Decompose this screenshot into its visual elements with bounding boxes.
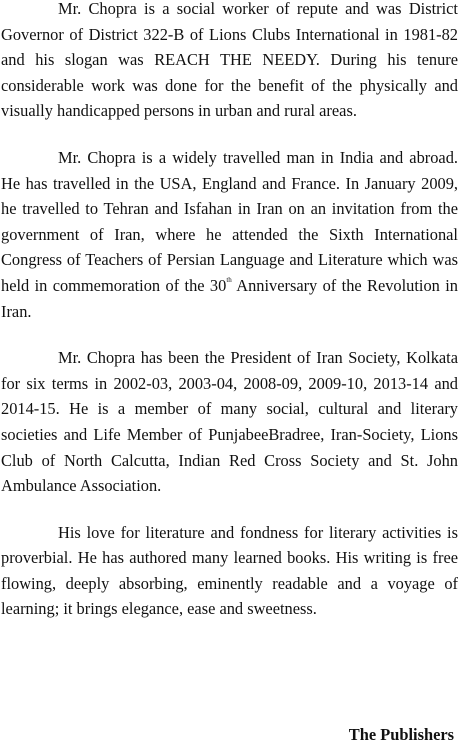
signature-publishers: The Publishers [348,725,454,744]
paragraph-travels [1,145,458,324]
ordinal-superscript: th [226,275,232,284]
paragraph-lions-club: Mr. Chopra is a social worker of repute and was District Governor of District 322-B of Lions Clubs International in 1981-82 and his slogan was REACH THE NEEDY. During his tenure considerable work was done for the benefit of the physically and visually handicapped persons in urban and rural areas. [1,0,458,121]
paragraph-travels-text: Mr. Chopra is a widely travelled man in India and abroad. He has travelled in the USA, England and France. In January 2009, he travelled to Tehran and Isfahan in Iran on an invitation from the government of Iran, where he attended the Sixth International Congress of Teachers of Persian Language and Literature which was held in commemoration of the 30 [1,147,458,295]
paragraph-travels-tail: Anniversary of the Revolution in Iran. [1,275,458,321]
paragraph-literature: His love for literature and fondness for literary activities is proverbial. He has authored many learned books. His writing is free flowing, deeply absorbing, eminently readable and a voyage of learning; it brings elegance, ease and sweetness. [1,522,458,619]
paragraph-iran-society: Mr. Chopra has been the President of Iran Society, Kolkata for six terms in 2002-03, 2003-04, 2008-09, 2009-10, 2013-14 and 2014-15. He is a member of many social, cultural and literary societies and Life Member of PunjabeeBradree, Iran-Society, Lions Club of North Calcutta, Indian Red Cross Society and St. John Ambulance Association. [1,348,458,496]
